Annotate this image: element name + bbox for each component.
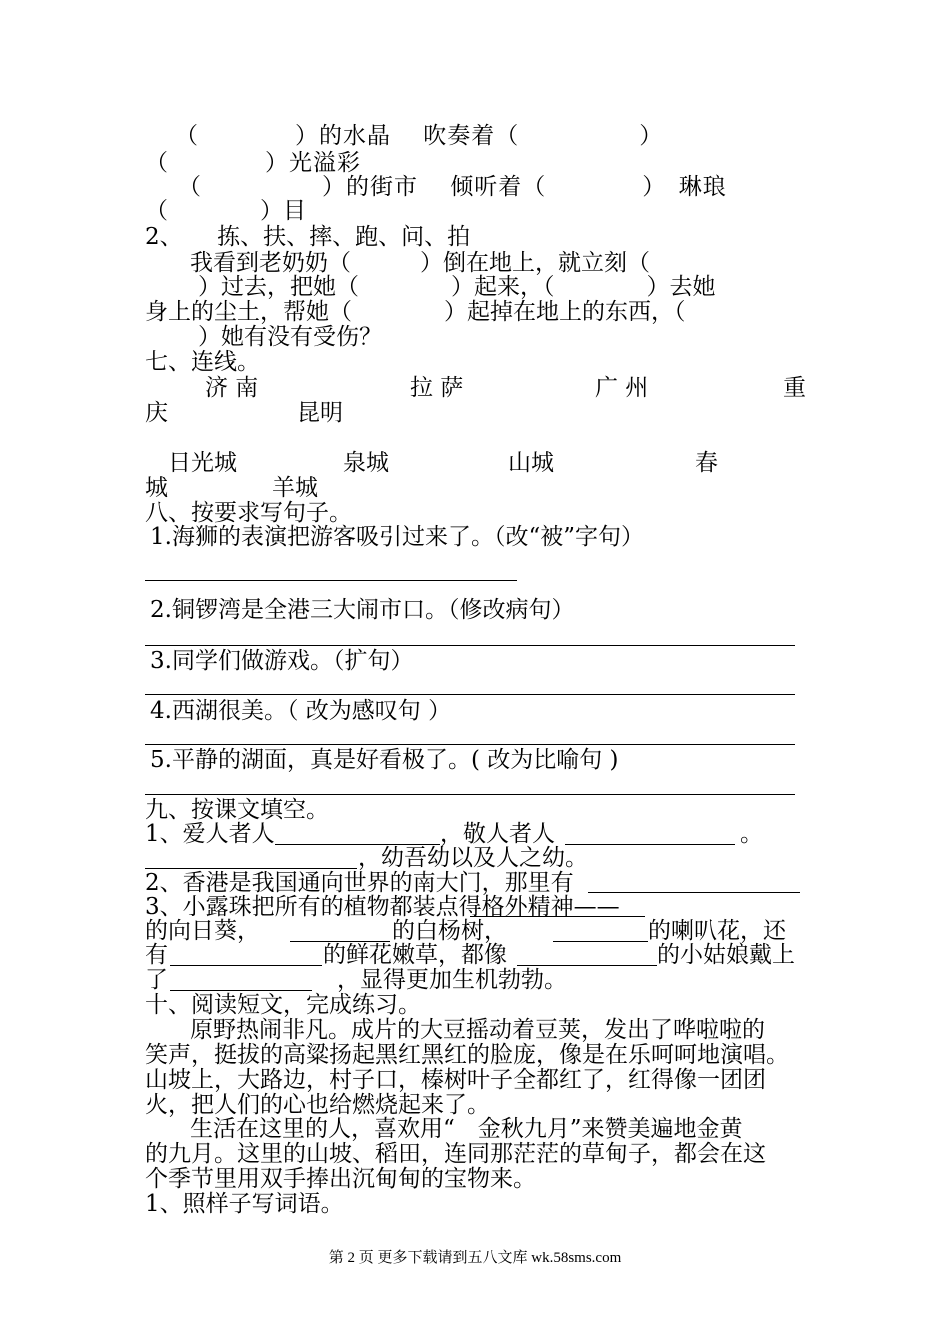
passage-line-2: ）过去，把她（ ）起来，（ ）去她 (198, 274, 716, 300)
fill-sunflower: 的向日葵， (145, 918, 260, 944)
fill-girl: 的小姑娘戴上 (657, 942, 795, 968)
fill-young-text: ，幼吾幼以及人之幼。 (358, 845, 588, 871)
city-chongqing-part2: 庆 (145, 400, 168, 426)
reading-question-1: 1、照样子写词语。 (145, 1191, 344, 1217)
question-2-heading: 2、 拣、扶、摔、跑、问、拍 (145, 224, 471, 250)
city-chongqing-part1: 重 (783, 375, 806, 401)
fill-poplar: 的白杨树， (392, 918, 507, 944)
fill-love-label: 1、爱人者人 (145, 821, 275, 847)
nickname-chun-part2: 城 (145, 475, 168, 501)
blank-morning-glory (553, 941, 648, 942)
fill-you: 有 (145, 942, 168, 968)
reading-line-2: 笑声，挺拔的高粱扬起黑红黑红的脸庞，像是在乐呵呵地演唱。 (145, 1042, 789, 1068)
blank-dew-1 (470, 916, 645, 917)
fill-line-eye: （ ）目 (145, 198, 306, 224)
nickname-sunlight-city: 日光城 (168, 450, 237, 476)
blank-flowers (170, 965, 322, 966)
city-lhasa: 拉 萨 (410, 375, 464, 401)
section-8-heading: 八、按要求写句子。 (145, 500, 352, 526)
blank-old (145, 868, 357, 869)
reading-line-5: 生活在这里的人，喜欢用“ 金秋九月”来赞美遍地金黄 (190, 1116, 743, 1142)
passage-line-4: ）她有没有受伤？ (198, 324, 382, 350)
fill-dew-text: 3、小露珠把所有的植物都装点得格外精神—— (145, 894, 620, 920)
sentence-task-1: 1.海狮的表演把游客吸引过来了。（改“被”字句） (150, 524, 644, 550)
section-9-heading: 九、按课文填空。 (145, 797, 329, 823)
fill-le: 了 (145, 967, 168, 993)
nickname-mountain-city: 山城 (508, 450, 554, 476)
passage-line-1: 我看到老奶奶（ ）倒在地上，就立刻（ (190, 250, 650, 276)
section-10-heading: 十、阅读短文，完成练习。 (145, 992, 421, 1018)
fill-vitality: ，显得更加生机勃勃。 (337, 967, 567, 993)
nickname-chun-part1: 春 (695, 450, 718, 476)
city-kunming: 昆明 (297, 400, 343, 426)
page-footer: 第 2 页 更多下载请到五八文库 wk.58sms.com (328, 1250, 622, 1266)
fill-line-light: （ ）光溢彩 (145, 150, 361, 176)
answer-line-3 (145, 694, 795, 695)
fill-morning-glory: 的喇叭花，还 (648, 918, 786, 944)
blank-wear (170, 990, 312, 991)
blank-hongkong (588, 892, 800, 893)
blank-girl (517, 965, 657, 966)
section-7-heading: 七、连线。 (145, 349, 260, 375)
nickname-goat-city: 羊城 (272, 475, 318, 501)
nickname-spring-city: 泉城 (343, 450, 389, 476)
answer-line-1 (145, 580, 517, 581)
reading-line-4: 火，把人们的心也给燃烧起来了。 (145, 1092, 490, 1118)
reading-line-6: 的九月。这里的山坡、稻田，连同那茫茫的草甸子，都会在这 (145, 1141, 766, 1167)
fill-flowers: 的鲜花嫩草，都像 (323, 942, 507, 968)
reading-line-1: 原野热闹非凡。成片的大豆摇动着豆荚，发出了哗啦啦的 (190, 1017, 765, 1043)
sentence-task-3: 3.同学们做游戏。（扩句） (150, 648, 414, 674)
sentence-task-5: 5.平静的湖面，真是好看极了。( 改为比喻句 ) (150, 747, 619, 773)
city-jinan: 济 南 (205, 375, 259, 401)
answer-line-5 (145, 794, 795, 795)
reading-line-3: 山坡上，大路边，村子口，榛树叶子全都红了，红得像一团团 (145, 1067, 766, 1093)
passage-line-3: 身上的尘土，帮她（ ）起掉在地上的东西，（ (145, 299, 686, 325)
sentence-task-4: 4.西湖很美。（ 改为感叹句 ） (150, 698, 452, 724)
blank-respect (565, 844, 735, 845)
city-guangzhou: 广 州 (595, 375, 649, 401)
fill-respect-label: ，敬人者人 (440, 821, 555, 847)
fill-period: 。 (740, 821, 763, 847)
answer-line-2 (145, 645, 795, 646)
answer-line-4 (145, 744, 795, 745)
sentence-task-2: 2.铜锣湾是全港三大闹市口。（修改病句） (150, 597, 575, 623)
reading-line-7: 个季节里用双手捧出沉甸甸的宝物来。 (145, 1166, 536, 1192)
fill-hongkong-text: 2、香港是我国通向世界的南大门，那里有 (145, 870, 574, 896)
fill-line-crystal: （ ）的水晶 吹奏着（ ） (175, 123, 664, 149)
fill-line-street: （ ）的街市 倾听着（ ） 琳琅 (178, 174, 727, 200)
